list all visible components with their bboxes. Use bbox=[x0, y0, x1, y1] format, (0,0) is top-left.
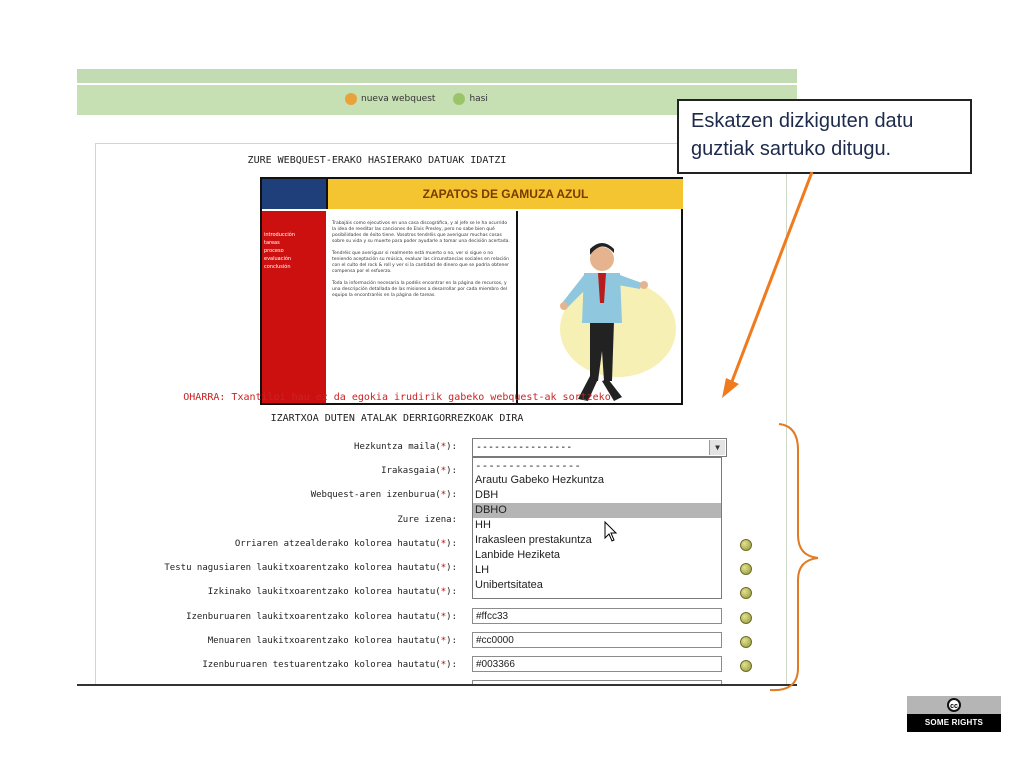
preview-paragraph: Tendréis que averiguar si realmente está muerto o no, ver si sigue o no teniendo aceptación su música, evaluar las circunstancias sociales en relación con el culto del rock & roll y ver si la cantidad de dinero que se podría obtener compensa por el esfuerzo. bbox=[332, 251, 510, 274]
subject-label: Irakasgaia(*): bbox=[381, 466, 457, 476]
preview-menu-item: tareas bbox=[264, 240, 280, 246]
title-label: Webquest-aren izenburua(*): bbox=[310, 490, 457, 500]
corner-color-label: Izkinako laukitxoarentzako kolorea hautatu(*): bbox=[207, 587, 457, 597]
preview-paragraph: Trabajáis como ejecutivos en una casa discográfica, y al jefe se le ha ocurrido la idea de reeditar las canciones de Elvis Presley, pero no sabe bien qué posibilidades de éxito tiene. Vosotros tendréis que averiguar muchas cosas sobre su vida y su muerte para poder ayudarle a tomar una decisión acertada. bbox=[332, 221, 510, 244]
dropdown-option[interactable]: ---------------- bbox=[475, 459, 581, 472]
author-label: Zure izena: bbox=[397, 515, 457, 525]
chevron-down-icon[interactable]: ▼ bbox=[709, 440, 725, 455]
dropdown-option[interactable]: Irakasleen prestakuntza bbox=[475, 534, 592, 546]
preview-menu-item: introducción bbox=[264, 232, 295, 238]
dropdown-option[interactable]: DBH bbox=[475, 489, 499, 501]
warning-note: OHARRA: Txantiloi hau ez da egokia irudirik gabeko webquest-ak sortzeko bbox=[183, 392, 611, 403]
main-text-color-label: Testu nagusiaren laukitxoarentzako kolorea hautatu(*): bbox=[164, 563, 457, 573]
education-level-label: Hezkuntza maila(*): bbox=[354, 442, 457, 452]
dropdown-option[interactable]: Lanbide Heziketa bbox=[475, 549, 561, 561]
menu-color-label: Menuaren laukitxoarentzako kolorea hautatu(*): bbox=[207, 636, 457, 646]
nav-item-new-label: nueva webquest bbox=[361, 94, 436, 104]
page-bg-color-label: Orriaren atzealderako kolorea hautatu(*): bbox=[234, 539, 457, 549]
annotation-arrowhead bbox=[722, 378, 739, 398]
preview-menu-item: proceso bbox=[264, 248, 284, 254]
cc-badge-text: SOME RIGHTS RESERVED bbox=[907, 714, 1001, 732]
required-note: IZARTXOA DUTEN ATALAK DERRIGORREZKOAK DIRA bbox=[270, 413, 524, 424]
annotation-callout: Eskatzen dizkiguten datu guztiak sartuko ditugu. bbox=[677, 99, 972, 174]
annotation-bracket bbox=[770, 424, 818, 690]
title-box-color-label: Izenburuaren laukitxoarentzako kolorea hautatu(*): bbox=[186, 612, 457, 622]
dropdown-option-highlighted[interactable]: DBHO bbox=[473, 503, 721, 518]
menu-color-input[interactable]: #cc0000 bbox=[472, 632, 722, 648]
cc-logo-icon: cc bbox=[947, 698, 961, 712]
nav-item-start-label: hasi bbox=[469, 94, 488, 104]
dropdown-option[interactable]: Unibertsitatea bbox=[475, 579, 543, 591]
page-heading: ZURE WEBQUEST-ERAKO HASIERAKO DATUAK IDATZI bbox=[247, 155, 507, 166]
preview-paragraph: Toda la información necesaria la podéis encontrar en la página de recursos, y una descripción detallada de las misiones a desarrollar por cada miembro del equipo la encontraréis en la página de tareas. bbox=[332, 281, 508, 298]
title-box-color-input[interactable]: #ffcc33 bbox=[472, 608, 722, 624]
cc-license-badge[interactable] bbox=[907, 696, 1001, 745]
title-text-color-input[interactable]: #003366 bbox=[472, 656, 722, 672]
education-level-selected: ---------------- bbox=[476, 442, 573, 453]
dropdown-option[interactable]: HH bbox=[475, 519, 491, 531]
preview-title: ZAPATOS DE GAMUZA AZUL bbox=[422, 187, 589, 201]
annotation-arrow-line bbox=[731, 172, 812, 384]
preview-menu-item: evaluación bbox=[264, 256, 292, 262]
dropdown-option[interactable]: LH bbox=[475, 564, 490, 576]
title-text-color-label: Izenburuaren testuarentzako kolorea hautatu(*): bbox=[202, 660, 457, 670]
dropdown-option[interactable]: Arautu Gabeko Hezkuntza bbox=[475, 474, 605, 486]
preview-menu-item: conclusión bbox=[264, 264, 291, 270]
